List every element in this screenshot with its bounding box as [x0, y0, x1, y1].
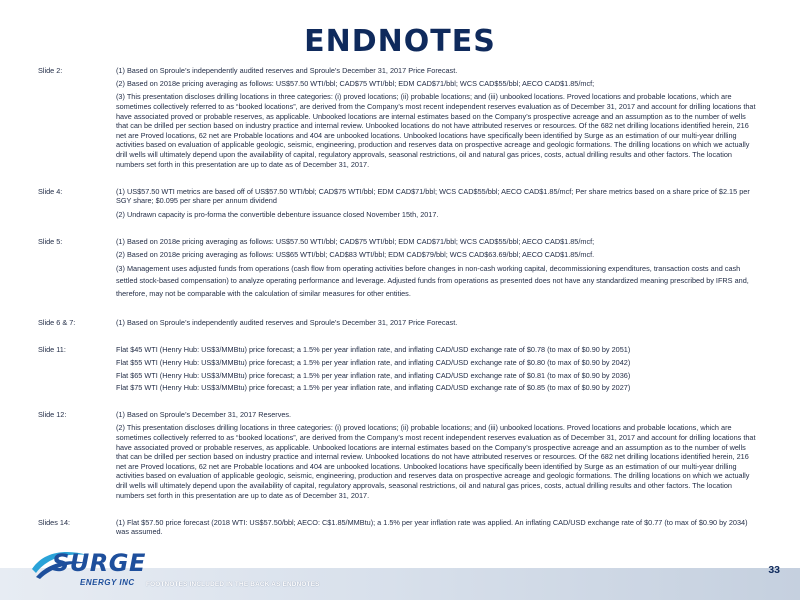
slide-label: Slide 4: — [38, 186, 63, 196]
slide-label: Slide 2: — [38, 66, 63, 75]
logo-subtitle: ENERGY INC — [80, 578, 135, 587]
endnote: (1) Based on Sproule’s independently audited reserves and Sproule’s December 31, 2017 Price Forecast. — [116, 66, 458, 75]
endnote: (1) Based on Sproule’s December 31, 2017 Reserves. — [116, 410, 292, 420]
section-slide-6-7 — [38, 318, 758, 331]
slide-label: Slide 6 & 7: — [38, 317, 76, 327]
endnotes-list — [38, 66, 758, 541]
page-title: ENDNOTES — [304, 24, 496, 59]
endnote: (1) Based on Sproule’s independently audited reserves and Sproule’s December 31, 2017 Price Forecast. — [116, 317, 458, 327]
endnote: (1) US$57.50 WTI metrics are based off of US$57.50 WTI/bbl; CAD$75 WTI/bbl; EDM CAD$71/bbl; WCS CAD$55/bbl; AECO CAD$1.85/mcf; Per share metrics based on a share price of $2.15 per SGY share; $0.095 per share per annum dividend — [116, 186, 750, 206]
footer — [0, 545, 800, 600]
section-slides-14 — [38, 518, 758, 541]
section-slide-2 — [38, 66, 758, 173]
slide-label: Slide 5: — [38, 236, 63, 246]
company-logo — [30, 545, 146, 595]
section-slide-5 — [38, 237, 758, 304]
endnote: (1) Flat $57.50 price forecast (2018 WTI: US$57.50/bbl; AECO: C$1.85/MMBtu); a 1.5% per year inflation rate was applied. An inflating CAD/USD exchange rate of $0.77 (to max of $0.90 by 2034) was assumed. — [116, 517, 748, 537]
endnote: (3) Management uses adjusted funds from operations (cash flow from operating activities before changes in non-cash working capital, decommissioning expenditures, transaction costs and cash settled stock-based compensation) to analyze operating performance and leverage. Adjusted funds from operations as presented does not have any standardized meaning prescribed by IFRS and, therefore, may not be comparable with the calculation of similar measures for other entities. — [116, 264, 749, 298]
endnote: (1) Based on 2018e pricing averaging as follows: US$57.50 WTI/bbl; CAD$75 WTI/bbl; EDM CAD$71/bbl; WCS CAD$55/bbl; AECO CAD$1.85/mcf; — [116, 236, 595, 246]
endnote: (2) Undrawn capacity is pro-forma the convertible debenture issuance closed November 15th, 2017. — [116, 209, 439, 219]
endnote: Flat $75 WTI (Henry Hub: US$3/MMBtu) price forecast; a 1.5% per year inflation rate, and inflating CAD/USD exchange rate of $0.85 (to max of $0.90 by 2027) — [116, 383, 631, 393]
endnote: (3) This presentation discloses drilling locations in three categories: (i) proved locations; (ii) probable locations; and (iii) unbooked locations. Proved locations and probable locations, which are sometimes collectively referred to as “booked locations”, are derived from the Company’s most recent independent reserves evaluation as of December 31, 2017 and account for drilling locations that have associated proved or probable reserves, as applicable. Unbooked locations are internal estimates based on the Company’s prospective acreage and an assumption as to the number of wells that can be drilled per section based on industry practice and internal review. Unbooked locations do not have attributed reserves or resources. Of the 682 net drilling locations identified herein, 216 net are Proved locations, 62 net are Probable locations and 404 are unbooked locations. Unbooked locations have specifically been identified by Surge as an estimation of our multi-year drilling activities based on evaluation of applicable geologic, seismic, engineering, production and reserves data on prospective acreage and geologic formations. The drilling locations on which we actually drill wells will ultimately depend upon the availability of capital, regulatory approvals, seasonal restrictions, oil and natural gas prices, costs, actual drilling results and other factors. The location numbers set forth in this presentation are up to date as of December 31, 2017. — [116, 92, 756, 169]
section-slide-12 — [38, 410, 758, 504]
logo-wordmark: SURGE — [52, 549, 146, 577]
slide-label: Slides 14: — [38, 517, 71, 527]
slide-label: Slide 12: — [38, 410, 67, 420]
page-number: 33 — [768, 564, 780, 576]
section-slide-4 — [38, 187, 758, 223]
endnote: (2) Based on 2018e pricing averaging as follows: US$65 WTI/bbl; CAD$83 WTI/bbl; EDM CAD$79/bbl; WCS CAD$63.69/bbl; AECO CAD$1.85/mcf. — [116, 249, 595, 259]
endnote: Flat $55 WTI (Henry Hub: US$3/MMBtu) price forecast; a 1.5% per year inflation rate, and inflating CAD/USD exchange rate of $0.80 (to max of $0.90 by 2042) — [116, 357, 631, 367]
slide-label: Slide 11: — [38, 345, 66, 355]
endnote: Flat $45 WTI (Henry Hub: US$3/MMBtu) price forecast; a 1.5% per year inflation rate, and inflating CAD/USD exchange rate of $0.78 (to max of $0.90 by 2051) — [116, 345, 631, 355]
endnote: Flat $65 WTI (Henry Hub: US$3/MMBtu) price forecast; a 1.5% per year inflation rate, and inflating CAD/USD exchange rate of $0.81 (to max of $0.90 by 2036) — [116, 370, 631, 380]
endnote: (2) Based on 2018e pricing averaging as follows: US$57.50 WTI/bbl; CAD$75 WTI/bbl; EDM CAD$71/bbl; WCS CAD$55/bbl; AECO CAD$1.85/mcf; — [116, 79, 595, 89]
footer-note: FOOTNOTES INCLUDED IN THE BACK AS ENDNOTES — [146, 581, 320, 588]
section-slide-11 — [38, 345, 758, 396]
endnote: (2) This presentation discloses drilling locations in three categories: (i) proved locations; (ii) probable locations; and (iii) unbooked locations. Proved locations and probable locations, which are sometimes collectively referred to as “booked locations”, are derived from the Company’s most recent independent reserves evaluation as of December 31, 2017 and account for drilling locations that have associated proved or probable reserves, as applicable. Unbooked locations are internal estimates based on the Company’s prospective acreage and an assumption as to the number of wells that can be drilled per section based on industry practice and internal review. Unbooked locations do not have attributed reserves or resources. Of the 682 net drilling locations identified herein, 216 net are Proved locations, 62 net are Probable locations and 404 are unbooked locations. Unbooked locations have specifically been identified by Surge as an estimation of our multi-year drilling activities based on evaluation of applicable geologic, seismic, engineering, production and reserves data on prospective acreage and geologic formations. The drilling locations on which we actually drill wells will ultimately depend upon the availability of capital, regulatory approvals, seasonal restrictions, oil and natural gas prices, costs, actual drilling results and other factors. The location numbers set forth in this presentation are up to date as of December 31, 2017. — [116, 423, 756, 500]
